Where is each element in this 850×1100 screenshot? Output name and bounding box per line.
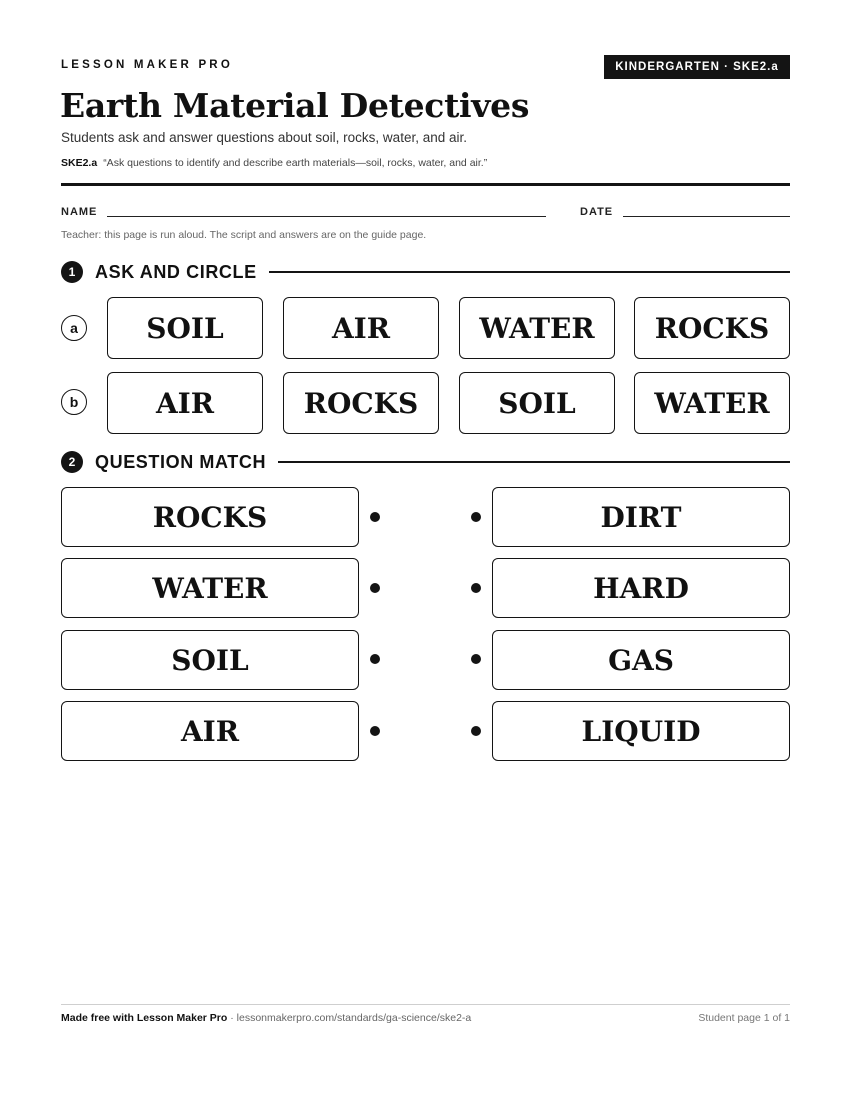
circle-word-a-1[interactable]: SOIL <box>107 297 263 359</box>
section-number-badge: 1 <box>61 261 83 283</box>
header-divider <box>61 183 790 186</box>
row-label-b: b <box>61 389 87 415</box>
match-right-4[interactable]: LIQUID <box>492 701 790 761</box>
circle-word-b-4[interactable]: WATER <box>634 372 790 434</box>
worksheet-title: Earth Material Detectives <box>60 86 530 125</box>
footer-url[interactable]: · lessonmakerpro.com/standards/ga-science/ske2-a <box>227 1012 472 1024</box>
row-label-a: a <box>61 315 87 341</box>
match-dot-left-3[interactable] <box>370 654 380 664</box>
circle-word-a-3[interactable]: WATER <box>459 297 615 359</box>
match-dot-left-1[interactable] <box>370 512 380 522</box>
grade-standard-badge: KINDERGARTEN · SKE2.a <box>604 55 790 79</box>
standard-code: SKE2.a <box>61 157 98 169</box>
footer-made-with: Made free with Lesson Maker Pro <box>61 1012 228 1024</box>
match-dot-left-4[interactable] <box>370 726 380 736</box>
match-left-2[interactable]: WATER <box>61 558 359 618</box>
brand-name: LESSON MAKER PRO <box>61 59 233 71</box>
circle-word-b-2[interactable]: ROCKS <box>283 372 439 434</box>
match-dot-left-2[interactable] <box>370 583 380 593</box>
teacher-note: Teacher: this page is run aloud. The script and answers are on the guide page. <box>61 229 427 241</box>
section-title: QUESTION MATCH <box>95 451 267 472</box>
match-dot-right-1[interactable] <box>471 512 481 522</box>
match-right-1[interactable]: DIRT <box>492 487 790 547</box>
name-write-line[interactable] <box>107 216 546 217</box>
match-left-3[interactable]: SOIL <box>61 630 359 690</box>
match-left-1[interactable]: ROCKS <box>61 487 359 547</box>
section-number-badge: 2 <box>61 451 83 473</box>
section-rule <box>269 271 790 273</box>
section-title: ASK AND CIRCLE <box>95 261 257 282</box>
date-write-line[interactable] <box>623 216 790 217</box>
section-question-match-header <box>61 451 790 473</box>
match-dot-right-3[interactable] <box>471 654 481 664</box>
worksheet-subtitle: Students ask and answer questions about soil, rocks, water, and air. <box>61 130 467 145</box>
date-label: DATE <box>580 206 614 218</box>
standard-text: “Ask questions to identify and describe earth materials—soil, rocks, water, and air.” <box>103 157 488 169</box>
section-rule <box>278 461 790 463</box>
match-dot-right-4[interactable] <box>471 726 481 736</box>
standard-line <box>61 157 487 169</box>
match-left-4[interactable]: AIR <box>61 701 359 761</box>
match-right-3[interactable]: GAS <box>492 630 790 690</box>
footer-page-number: Student page 1 of 1 <box>698 1012 790 1024</box>
footer-credit <box>61 1012 471 1024</box>
circle-word-a-2[interactable]: AIR <box>283 297 439 359</box>
circle-word-b-1[interactable]: AIR <box>107 372 263 434</box>
match-right-2[interactable]: HARD <box>492 558 790 618</box>
section-ask-and-circle-header <box>61 261 790 283</box>
footer-divider <box>61 1004 790 1005</box>
match-dot-right-2[interactable] <box>471 583 481 593</box>
circle-word-a-4[interactable]: ROCKS <box>634 297 790 359</box>
name-label: NAME <box>61 206 98 218</box>
circle-word-b-3[interactable]: SOIL <box>459 372 615 434</box>
